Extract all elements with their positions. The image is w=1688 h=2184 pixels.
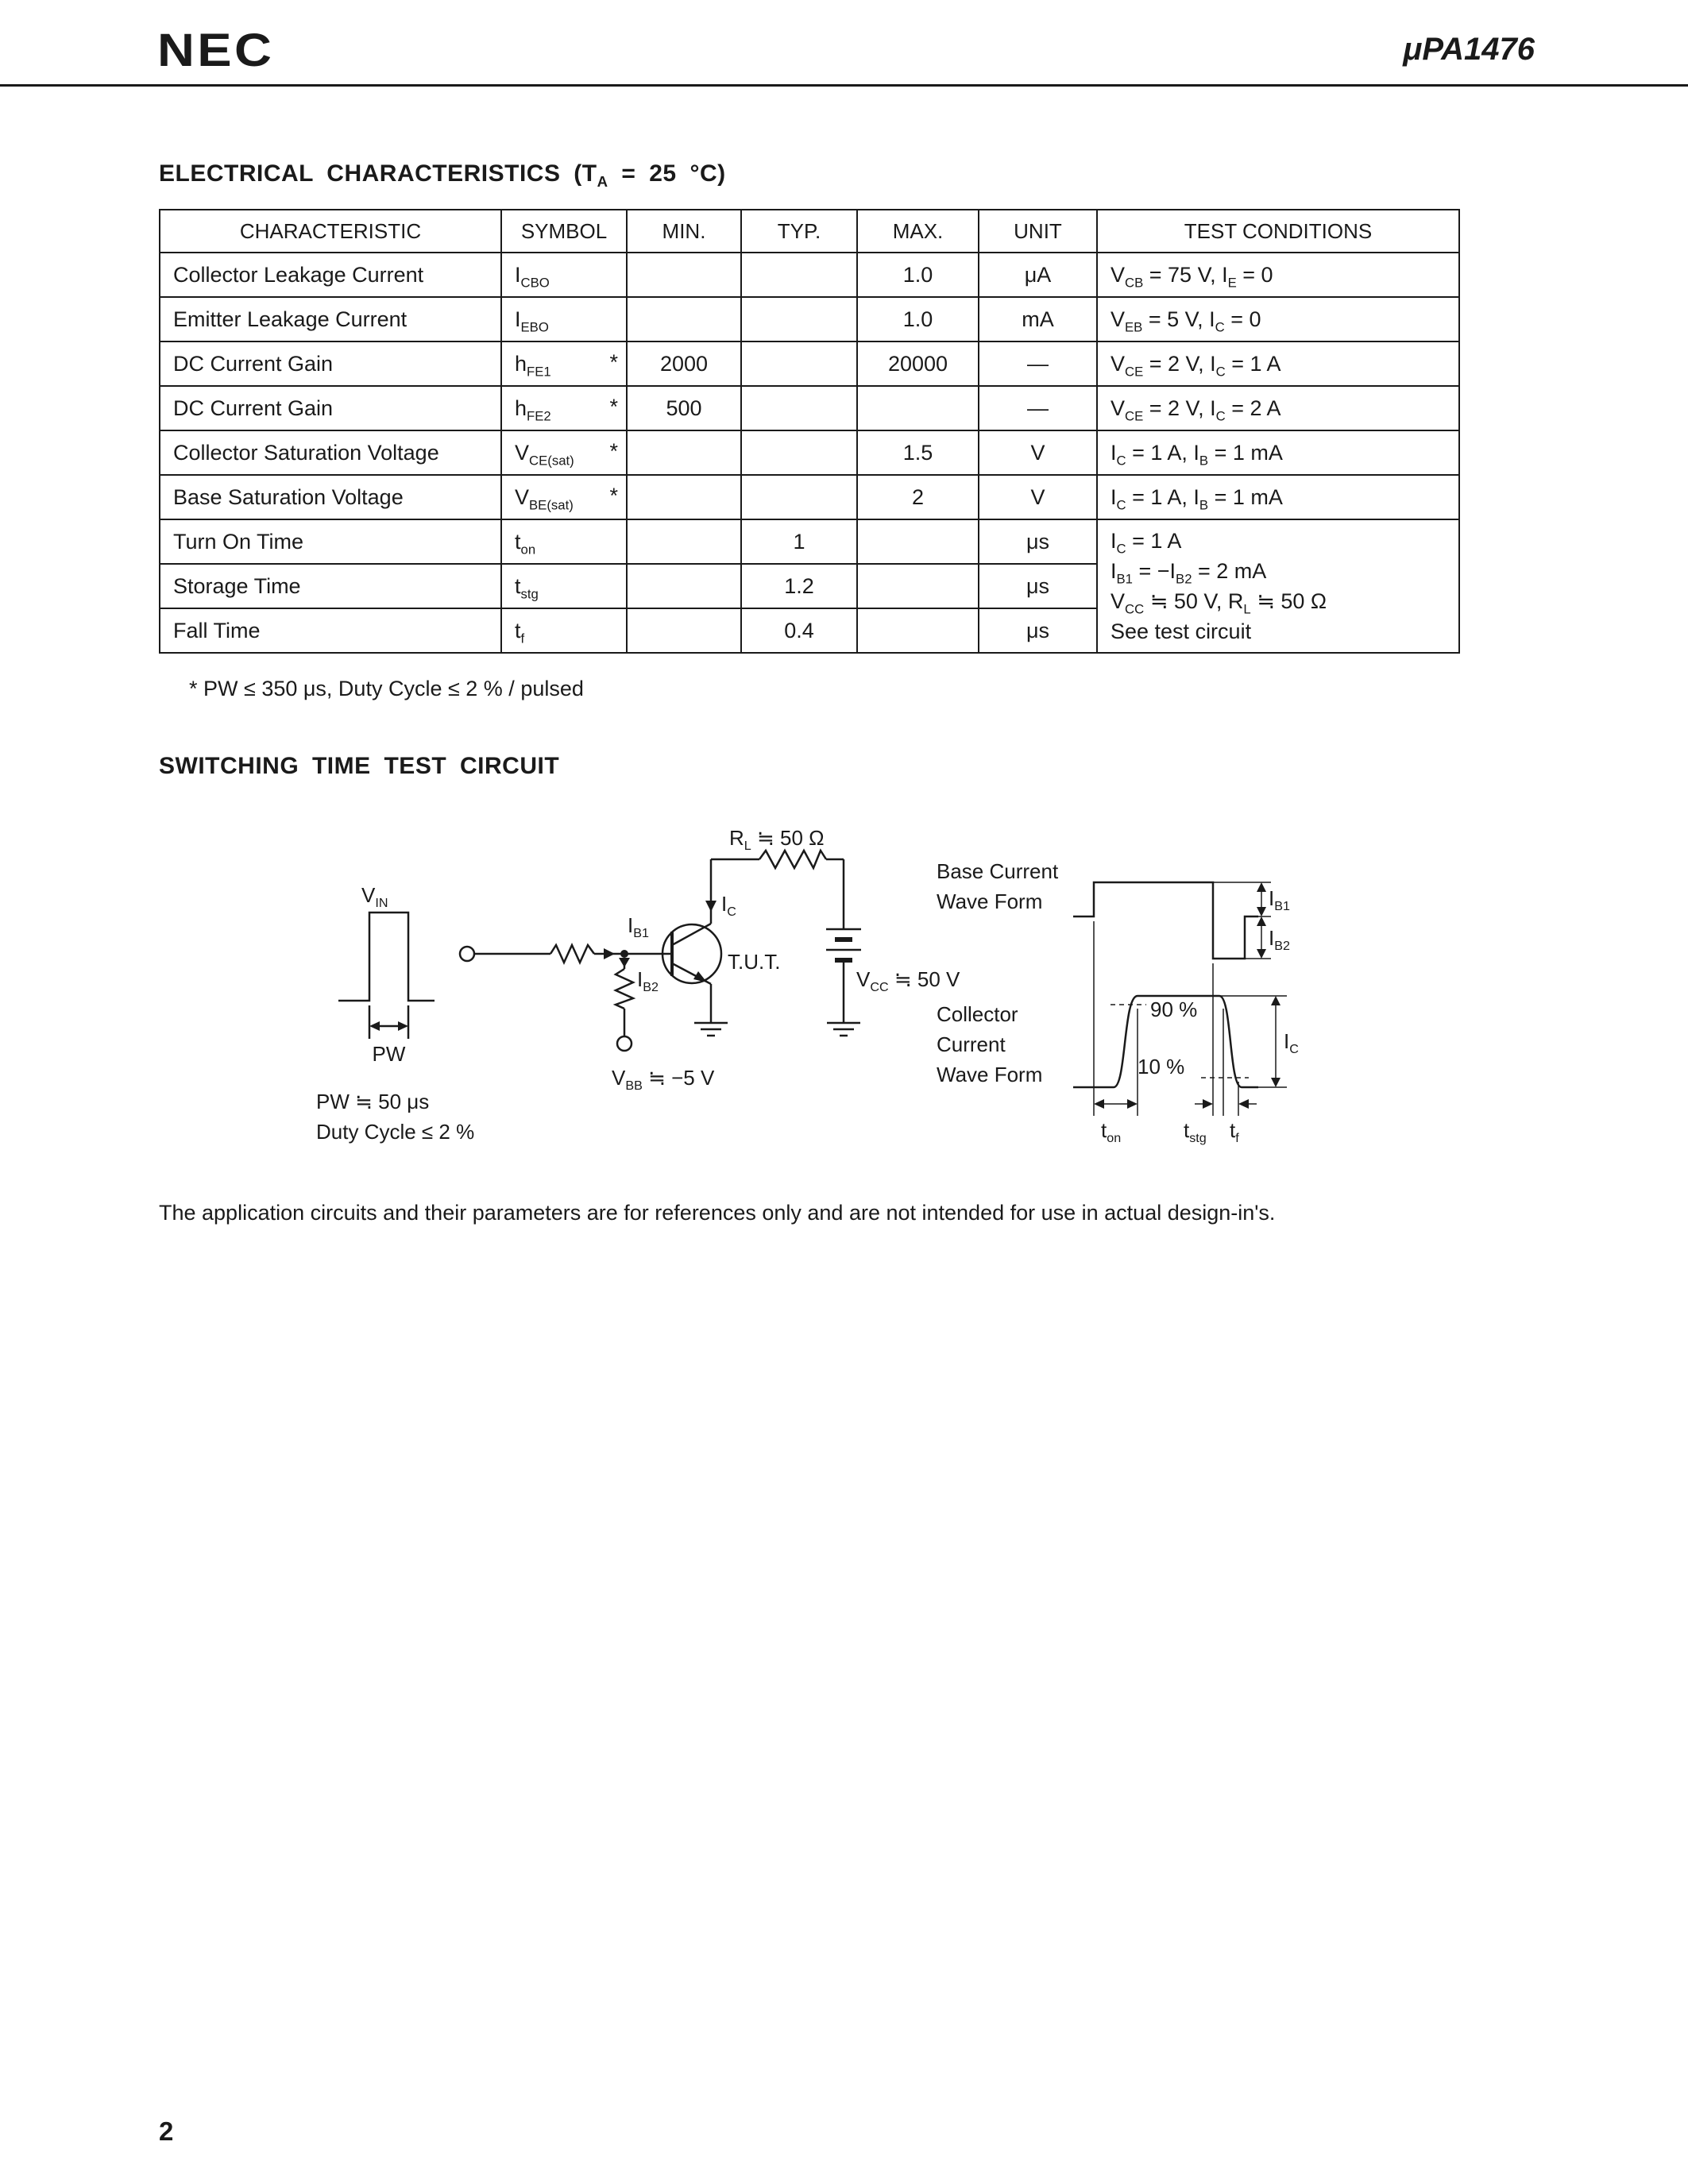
col-header-characteristic: CHARACTERISTIC (160, 210, 501, 253)
cell-max: 2 (857, 475, 979, 519)
cell-max (857, 519, 979, 564)
cell-characteristic: DC Current Gain (160, 341, 501, 386)
cell-symbol: $I_{CBO}$ (501, 253, 627, 297)
cell-conditions: $I_C = 1$ A, $I_B = 1$ mA (1097, 475, 1459, 519)
row-base-saturation-voltage (160, 475, 1459, 519)
rl-resistor (759, 851, 826, 868)
label-10-percent: 10 % (1138, 1055, 1185, 1078)
cell-characteristic: Collector Saturation Voltage (160, 430, 501, 475)
cell-unit: V (979, 475, 1097, 519)
cell-unit: — (979, 386, 1097, 430)
section-title-electrical: ELECTRICAL CHARACTERISTICS ($T_A = 25$ °C) (159, 160, 726, 190)
cell-conditions-merged: $I_C = 1$ A $I_{B1} = -I_{B2} = 2$ mA $V_{CC}$ ≒ 50 V, $R_L$ ≒ 50 Ω See test circuit (1097, 519, 1459, 653)
cell-min (627, 475, 741, 519)
label-wave-ic: $I_C$ (1284, 1029, 1299, 1057)
label-base-current-waveform: Base Current Wave Form (937, 859, 1059, 913)
cell-conditions: $V_{EB} = 5$ V, $I_C = 0$ (1097, 297, 1459, 341)
cell-max: 1.5 (857, 430, 979, 475)
cell-typ (741, 341, 857, 386)
cell-symbol: $V_{CE(sat)}$ * (501, 430, 627, 475)
label-ic: $I_C$ (721, 892, 736, 920)
col-header-unit: UNIT (979, 210, 1097, 253)
cell-max: 1.0 (857, 297, 979, 341)
base-resistor (550, 945, 594, 963)
cell-characteristic: Fall Time (160, 608, 501, 653)
row-dc-current-gain-1 (160, 341, 1459, 386)
cell-unit: mA (979, 297, 1097, 341)
label-ib2: $I_{B2}$ (637, 967, 659, 995)
cell-symbol: $V_{BE(sat)}$ * (501, 475, 627, 519)
cell-max (857, 608, 979, 653)
circuit-diagram (0, 810, 1688, 1193)
cell-max (857, 564, 979, 608)
cell-characteristic: DC Current Gain (160, 386, 501, 430)
cell-typ: 0.4 (741, 608, 857, 653)
ib2-current-arrow (619, 958, 630, 967)
cell-typ: 1.2 (741, 564, 857, 608)
cell-typ (741, 430, 857, 475)
cell-min (627, 430, 741, 475)
cell-symbol: $h_{FE2}$ * (501, 386, 627, 430)
label-90-percent: 90 % (1150, 997, 1198, 1021)
header-rule (0, 84, 1688, 87)
col-header-typ: TYP. (741, 210, 857, 253)
cell-symbol: $t_{on}$ (501, 519, 627, 564)
cell-typ (741, 386, 857, 430)
page-number: 2 (159, 2116, 174, 2146)
table-footnote: * PW ≤ 350 μs, Duty Cycle ≤ 2 % / pulsed (189, 677, 584, 700)
disclaimer-text: The application circuits and their parameters are for references only and are not intended for use in actual design-in's. (159, 1201, 1276, 1225)
cell-characteristic: Base Saturation Voltage (160, 475, 501, 519)
cell-min (627, 564, 741, 608)
emitter-arrow (693, 971, 707, 982)
cell-typ (741, 475, 857, 519)
cell-symbol: $t_f$ (501, 608, 627, 653)
label-t-f: $t_f$ (1230, 1118, 1239, 1146)
col-header-min: MIN. (627, 210, 741, 253)
switching-test-circuit (0, 810, 1688, 1193)
label-ib1: $I_{B1}$ (628, 913, 649, 941)
cell-max (857, 386, 979, 430)
section-title-switching: SWITCHING TIME TEST CIRCUIT (159, 753, 560, 779)
col-header-max: MAX. (857, 210, 979, 253)
cell-conditions: $I_C = 1$ A, $I_B = 1$ mA (1097, 430, 1459, 475)
base-current-waveform (1073, 882, 1258, 959)
table-header-row (160, 210, 1459, 253)
pw-arrow-right (398, 1021, 408, 1031)
cell-max: 20000 (857, 341, 979, 386)
label-t-stg: $t_{stg}$ (1184, 1118, 1207, 1146)
cell-unit: μs (979, 608, 1097, 653)
vin-pulse-shape (338, 913, 435, 1001)
cell-unit: V (979, 430, 1097, 475)
electrical-characteristics-table (159, 209, 1460, 654)
cell-symbol: $h_{FE1}$ * (501, 341, 627, 386)
cell-unit: μA (979, 253, 1097, 297)
row-emitter-leakage-current (160, 297, 1459, 341)
label-collector-current-waveform: Collector Current Wave Form (937, 1002, 1043, 1086)
ib2-resistor (616, 969, 633, 1009)
label-pw-value: PW ≒ 50 μs (316, 1090, 430, 1113)
col-header-test-conditions: TEST CONDITIONS (1097, 210, 1459, 253)
label-tut: T.U.T. (728, 950, 781, 974)
base-node (620, 950, 628, 958)
cell-symbol: $I_{EBO}$ (501, 297, 627, 341)
cell-min: 500 (627, 386, 741, 430)
label-vbb: $V_{BB}$ ≒ −5 V (612, 1066, 715, 1094)
cell-min (627, 519, 741, 564)
ib1-current-arrow (604, 948, 615, 959)
ic-current-arrow (705, 901, 717, 912)
pw-arrow-left (369, 1021, 380, 1031)
input-terminal (460, 947, 474, 961)
cell-characteristic: Turn On Time (160, 519, 501, 564)
row-turn-on-time (160, 519, 1459, 564)
ground-emitter (694, 1023, 728, 1036)
vbb-terminal (617, 1036, 632, 1051)
cell-min (627, 253, 741, 297)
row-collector-saturation-voltage (160, 430, 1459, 475)
cell-conditions: $V_{CB} = 75$ V, $I_E = 0$ (1097, 253, 1459, 297)
cell-unit: — (979, 341, 1097, 386)
cell-typ (741, 253, 857, 297)
row-dc-current-gain-2 (160, 386, 1459, 430)
cell-min (627, 608, 741, 653)
label-vcc: $V_{CC}$ ≒ 50 V (856, 967, 960, 995)
label-vin: $V_{IN}$ (361, 883, 388, 911)
part-number: μPA1476 (1403, 32, 1535, 67)
cell-unit: μs (979, 519, 1097, 564)
col-header-symbol: SYMBOL (501, 210, 627, 253)
nec-logo: NEC (157, 25, 275, 76)
cell-typ (741, 297, 857, 341)
label-wave-ib1: $I_{B1}$ (1269, 886, 1290, 914)
cell-characteristic: Collector Leakage Current (160, 253, 501, 297)
cell-conditions: $V_{CE} = 2$ V, $I_C = 2$ A (1097, 386, 1459, 430)
ground-battery (827, 1023, 860, 1036)
label-pw: PW (372, 1042, 406, 1066)
cell-min (627, 297, 741, 341)
label-t-on: $t_{on}$ (1101, 1118, 1122, 1146)
cell-unit: μs (979, 564, 1097, 608)
cell-conditions: $V_{CE} = 2$ V, $I_C = 1$ A (1097, 341, 1459, 386)
cell-symbol: $t_{stg}$ (501, 564, 627, 608)
cell-typ: 1 (741, 519, 857, 564)
cell-min: 2000 (627, 341, 741, 386)
cell-max: 1.0 (857, 253, 979, 297)
label-wave-ib2: $I_{B2}$ (1269, 926, 1290, 954)
row-collector-leakage-current (160, 253, 1459, 297)
label-duty-cycle: Duty Cycle ≤ 2 % (316, 1120, 475, 1144)
cell-characteristic: Emitter Leakage Current (160, 297, 501, 341)
label-rl: $R_L$ ≒ 50 Ω (729, 826, 825, 854)
cell-characteristic: Storage Time (160, 564, 501, 608)
